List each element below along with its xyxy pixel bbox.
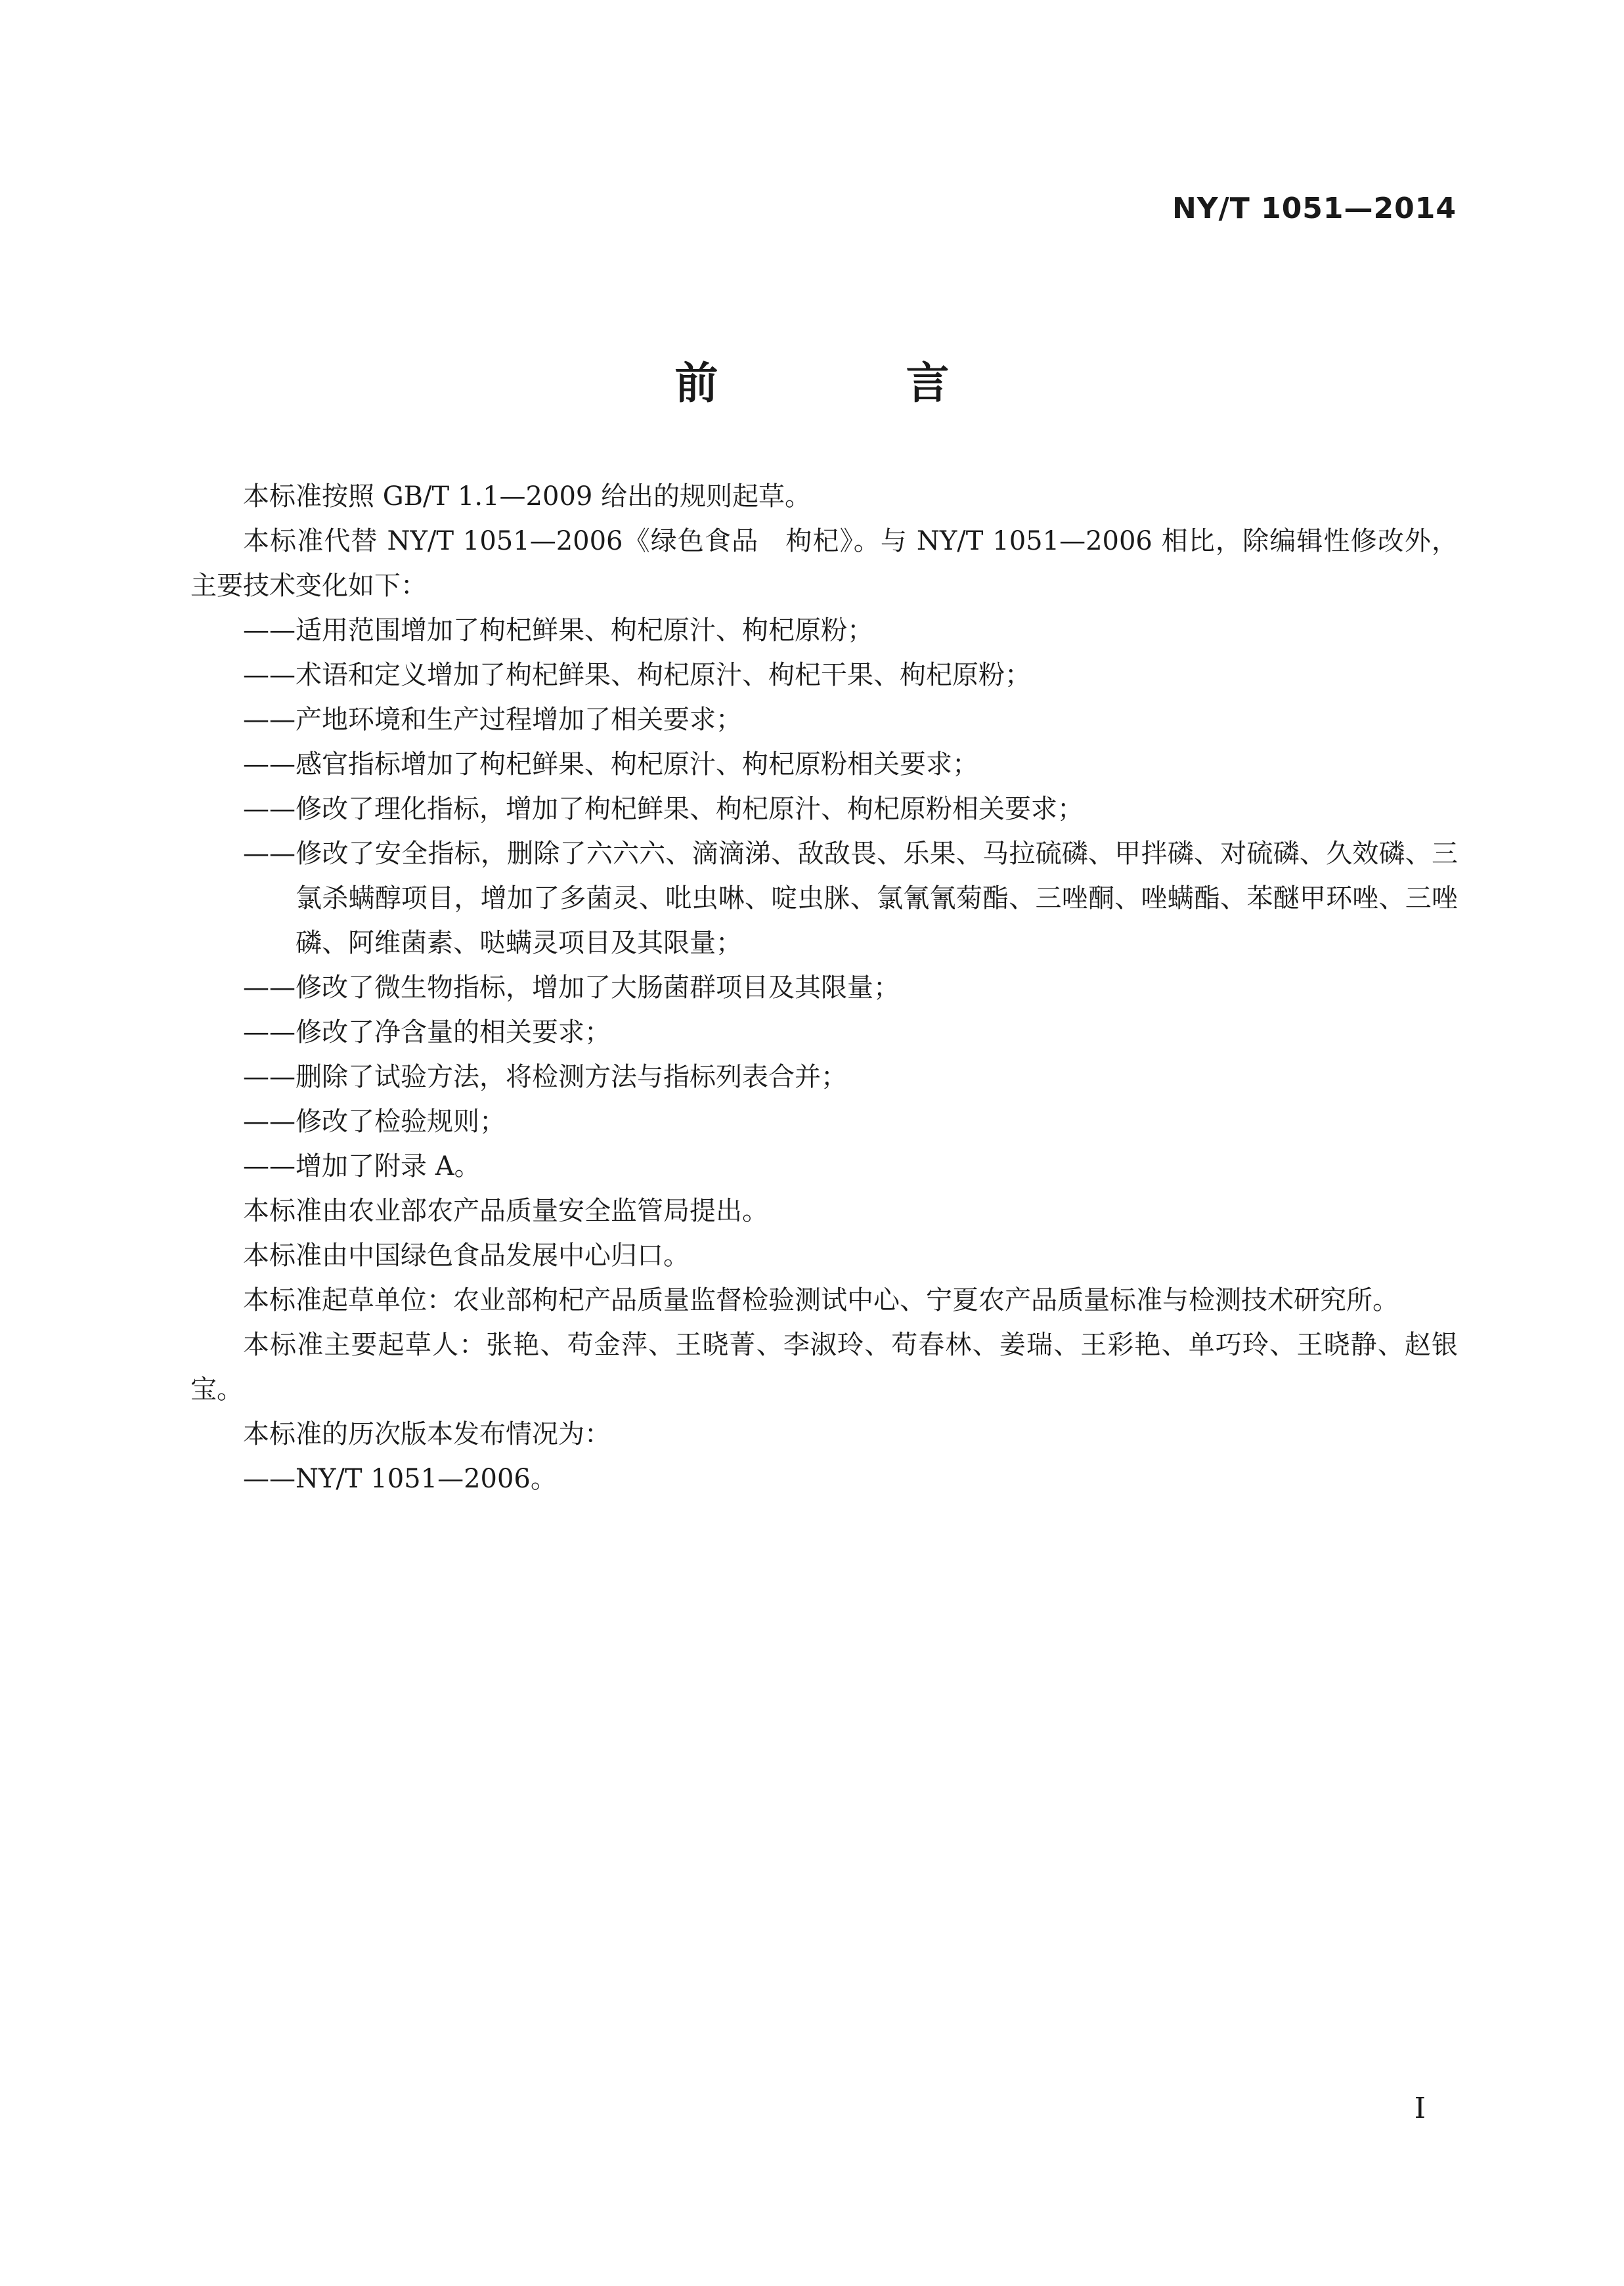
paragraph: 本标准由农业部农产品质量安全监管局提出。 [243, 1196, 768, 1226]
paragraph: 本标准的历次版本发布情况为： [243, 1419, 611, 1449]
change-item: ——感官指标增加了枸杞鲜果、枸杞原汁、枸杞原粉相关要求； [243, 749, 978, 780]
foreword-body [190, 474, 1458, 1501]
change-item: ——增加了附录 A。 [243, 1151, 481, 1181]
page-number: I [1414, 2092, 1426, 2125]
paragraph: 本标准起草单位：农业部枸杞产品质量监督检验测试中心、宁夏农产品质量标准与检测技术研究所。 [243, 1285, 1399, 1315]
change-item: ——删除了试验方法，将检测方法与指标列表合并； [243, 1062, 847, 1092]
history-item: ——NY/T 1051—2006。 [243, 1464, 557, 1494]
change-item: ——修改了检验规则； [243, 1107, 506, 1137]
change-item: ——修改了安全指标，删除了六六六、滴滴涕、敌敌畏、乐果、马拉硫磷、甲拌磷、对硫磷、久效磷、三氯杀螨醇项目，增加了多菌灵、吡虫啉、啶虫脒、氯氰氰菊酯、三唑酮、唑螨酯、苯醚甲环唑、三唑磷、阿维菌素、哒螨灵项目及其限量； [243, 839, 1458, 958]
page-title: 前 言 [674, 358, 1022, 408]
change-item: ——术语和定义增加了枸杞鲜果、枸杞原汁、枸杞干果、枸杞原粉； [243, 660, 1031, 690]
change-item: ——修改了理化指标，增加了枸杞鲜果、枸杞原汁、枸杞原粉相关要求； [243, 794, 1084, 824]
standard-code: NY/T 1051—2014 [1172, 192, 1457, 225]
paragraph: 本标准由中国绿色食品发展中心归口。 [243, 1241, 690, 1271]
change-item: ——适用范围增加了枸杞鲜果、枸杞原汁、枸杞原粉； [243, 615, 873, 646]
paragraph: 本标准按照 GB/T 1.1—2009 给出的规则起草。 [243, 481, 812, 512]
paragraph: 本标准主要起草人：张艳、苟金萍、王晓菁、李淑玲、苟春林、姜瑞、王彩艳、单巧玲、王晓静、赵银宝。 [190, 1330, 1458, 1405]
change-item: ——修改了净含量的相关要求； [243, 1017, 611, 1047]
paragraph: 本标准代替 NY/T 1051—2006《绿色食品 枸杞》。与 NY/T 1051—2006 相比，除编辑性修改外，主要技术变化如下： [190, 526, 1458, 601]
change-item: ——产地环境和生产过程增加了相关要求； [243, 705, 742, 735]
change-item: ——修改了微生物指标，增加了大肠菌群项目及其限量； [243, 973, 900, 1003]
